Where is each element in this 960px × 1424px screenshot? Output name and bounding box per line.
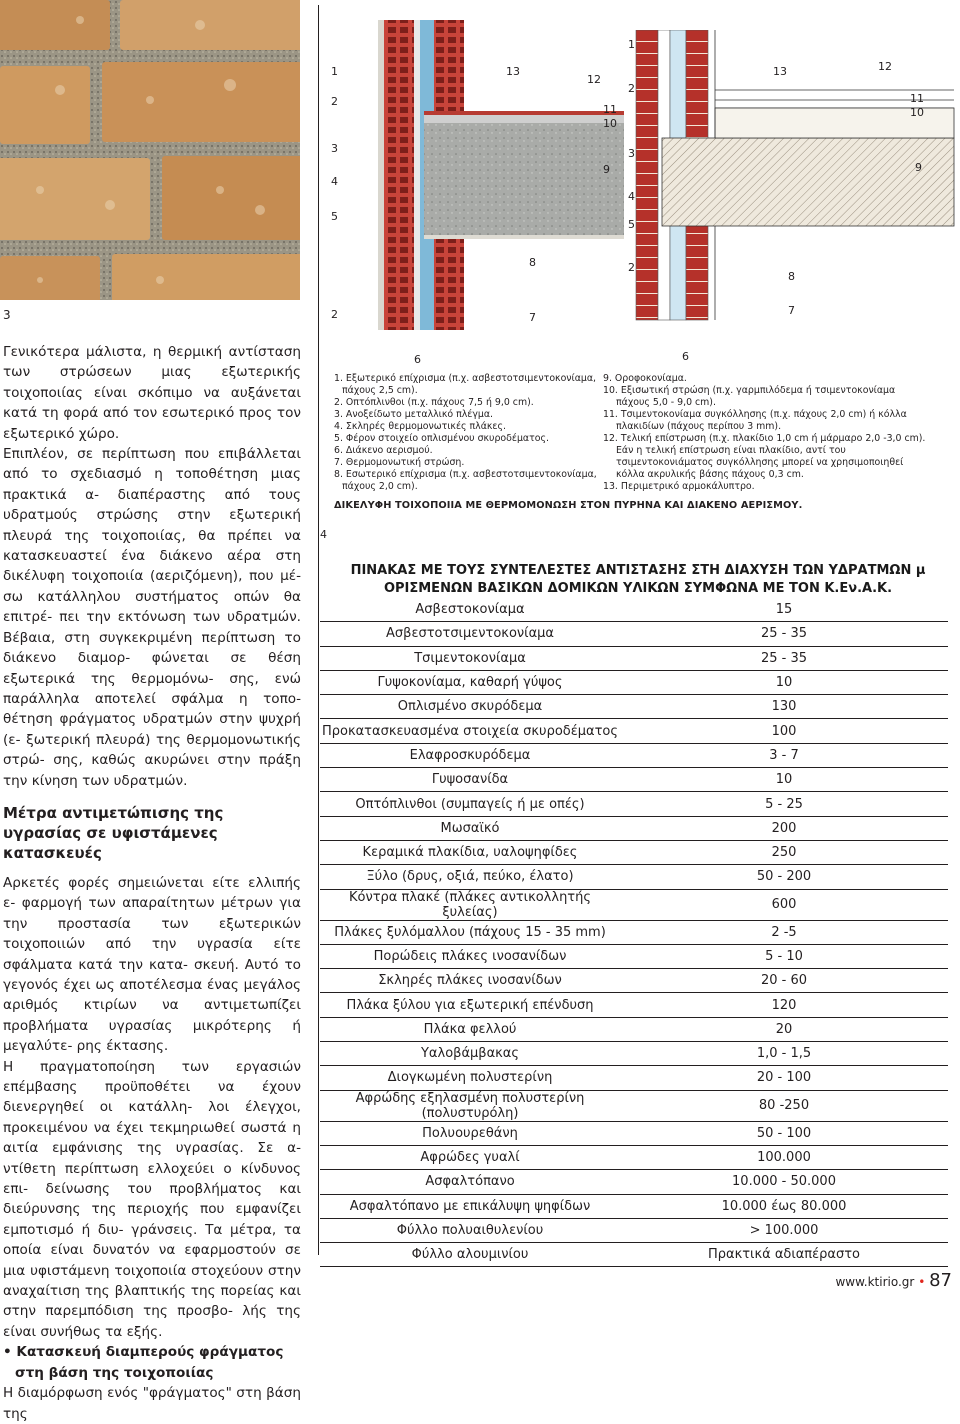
figure-caption: ΔΙΚΕΛΥΦΗ ΤΟΙΧΟΠΟΙΙΑ ΜΕ ΘΕΡΜΟΜΟΝΩΣΗ ΣΤΟΝ ΠΥΡΗΝΑ ΚΑΙ ΔΙΑΚΕΝΟ ΑΕΡΙΣΜΟΥ. xyxy=(334,500,803,511)
diagram-label: 6 xyxy=(414,353,421,366)
table-row xyxy=(320,1170,948,1194)
legend-item: 13. Περιμετρικό αρμοκάλυπτρο. xyxy=(603,481,755,492)
coefficient-cell: 50 - 200 xyxy=(620,865,948,889)
coefficient-cell: 600 xyxy=(620,889,948,920)
coefficient-cell: > 100.000 xyxy=(620,1218,948,1242)
coefficient-cell: 3 - 7 xyxy=(620,743,948,767)
diagram-label: 5 xyxy=(331,210,338,223)
material-cell: Γυψοσανίδα xyxy=(320,768,620,792)
table-row xyxy=(320,695,948,719)
table-row xyxy=(320,646,948,670)
material-cell: Πλάκα ξύλου για εξωτερική επένδυση xyxy=(320,993,620,1017)
material-cell: Γυψοκονίαμα, καθαρή γύψος xyxy=(320,670,620,694)
coefficient-cell: 50 - 100 xyxy=(620,1121,948,1145)
legend-item: πάχους 2,5 cm). xyxy=(342,385,418,396)
table-title xyxy=(318,562,958,598)
diagram-label: 12 xyxy=(587,73,601,86)
coefficient-cell: 130 xyxy=(620,695,948,719)
legend-item: Εάν η τελική επίστρωση είναι πλακίδιο, αντί του xyxy=(616,445,846,456)
table-row xyxy=(320,1218,948,1242)
material-cell: Τσιμεντοκονίαμα xyxy=(320,646,620,670)
table-row xyxy=(320,1090,948,1121)
diagram-label: 5 xyxy=(628,218,635,231)
coefficient-cell: 10.000 - 50.000 xyxy=(620,1170,948,1194)
table-row xyxy=(320,969,948,993)
material-cell: Φύλλο αλουμινίου xyxy=(320,1243,620,1267)
diagram-label: 8 xyxy=(788,270,795,283)
diagram-label: 11 xyxy=(603,103,617,116)
diagram-label: 7 xyxy=(788,304,795,317)
table-row xyxy=(320,719,948,743)
coefficient-cell: 10 xyxy=(620,768,948,792)
coefficient-cell: 10.000 έως 80.000 xyxy=(620,1194,948,1218)
table-title-line: ΟΡΙΣΜΕΝΩΝ ΒΑΣΙΚΩΝ ΔΟΜΙΚΩΝ ΥΛΙΚΩΝ ΣΥΜΦΩΝΑ ΜΕ ΤΟΝ Κ.Εν.Α.Κ. xyxy=(383,581,893,596)
diagram-legend-right xyxy=(603,373,925,493)
legend-item: 9. Οροφοκονίαμα. xyxy=(603,373,687,384)
table-row xyxy=(320,670,948,694)
diagram-label: 2 xyxy=(331,308,338,321)
material-cell: Οπτόπλινθοι (συμπαγείς ή με οπές) xyxy=(320,792,620,816)
paragraph: Η διαμόρφωση ενός "φράγματος" στη βάση της xyxy=(3,1385,301,1422)
page-footer xyxy=(835,1270,952,1291)
table-row xyxy=(320,622,948,646)
section-heading: Μέτρα αντιμετώπισης της υγρασίας σε υφιστάμενες κατασκευές xyxy=(3,803,224,862)
diagram-label: 2 xyxy=(628,261,635,274)
table-row xyxy=(320,1145,948,1169)
material-cell: Μωσαϊκό xyxy=(320,816,620,840)
page-number: 87 xyxy=(929,1270,952,1291)
legend-item: 7. Θερμομονωτική στρώση. xyxy=(334,457,465,468)
diagram-label: 4 xyxy=(331,175,338,188)
legend-item: 2. Οπτόπλινθοι (π.χ. πάχους 7,5 ή 9,0 cm). xyxy=(334,397,534,408)
table-row xyxy=(320,993,948,1017)
legend-item: 8. Εσωτερικό επίχρισμα (π.χ. ασβεστοτσιμεντοκονίαμα, xyxy=(334,469,597,480)
material-cell: Οπλισμένο σκυρόδεμα xyxy=(320,695,620,719)
legend-item: 4. Σκληρές θερμομονωτικές πλάκες. xyxy=(334,421,506,432)
coefficient-cell: 5 - 25 xyxy=(620,792,948,816)
website-url[interactable]: www.ktirio.gr xyxy=(835,1275,915,1289)
diagram-label: 1 xyxy=(331,65,338,78)
legend-item: 5. Φέρον στοιχείο οπλισμένου σκυροδέματος. xyxy=(334,433,549,444)
diagram-label: 7 xyxy=(529,311,536,324)
bullet-heading: • Κατασκευή διαμπερούς φράγματος στη βάση της τοιχοποιίας xyxy=(3,1344,284,1381)
paragraph: Γενικότερα μάλιστα, η θερμική αντίσταση των στρώσεων μιας εξωτερικής τοιχοποιίας είναι σκόπιμο να αυξάνεται κατά τη φορά από τον εσωτερικό προς τον εξωτερικό χώρο. xyxy=(3,344,301,442)
table-row xyxy=(320,840,948,864)
legend-item: 11. Τσιμεντοκονίαμα συγκόλλησης (π.χ. πάχους 2,0 cm) ή κόλλα xyxy=(603,409,907,420)
diagram-label: 3 xyxy=(331,142,338,155)
coefficient-cell: 2 -5 xyxy=(620,920,948,944)
legend-item: πάχους 2,0 cm). xyxy=(342,481,418,492)
left-column xyxy=(3,342,301,1424)
wall-section-diagram-left xyxy=(326,15,626,366)
diagram-legend-left xyxy=(334,373,597,493)
coefficient-cell: 20 - 60 xyxy=(620,969,948,993)
table-row xyxy=(320,743,948,767)
bullet-dot-icon: • xyxy=(918,1275,926,1289)
diagram-label: 2 xyxy=(628,82,635,95)
coefficient-cell: Πρακτικά αδιαπέραστο xyxy=(620,1243,948,1267)
coefficient-cell: 5 - 10 xyxy=(620,944,948,968)
diagram-label: 1 xyxy=(628,38,635,51)
material-cell: Αφρώδης εξηλασμένη πολυστερίνη (πολυστυρόλη) xyxy=(320,1090,620,1121)
table-row xyxy=(320,944,948,968)
material-cell: Ξύλο (δρυς, οξιά, πεύκο, έλατο) xyxy=(320,865,620,889)
material-cell: Ασβεστοτσιμεντοκονίαμα xyxy=(320,622,620,646)
material-cell: Πλάκα φελλού xyxy=(320,1017,620,1041)
legend-item: 1. Εξωτερικό επίχρισμα (π.χ. ασβεστοτσιμεντοκονίαμα, xyxy=(334,373,597,384)
table-row xyxy=(320,598,948,622)
legend-item: 10. Εξισωτική στρώση (π.χ. γαρμπιλόδεμα ή τσιμεντοκονίαμα xyxy=(603,385,896,396)
diagram-label: 9 xyxy=(603,163,610,176)
material-cell: Κεραμικά πλακίδια, υαλοψηφίδες xyxy=(320,840,620,864)
material-cell: Ελαφροσκυρόδεμα xyxy=(320,743,620,767)
table-row xyxy=(320,1121,948,1145)
legend-item: πάχους 5,0 - 9,0 cm). xyxy=(616,397,716,408)
legend-item: 12. Τελική επίστρωση (π.χ. πλακίδιο 1,0 cm ή μάρμαρο 2,0 -3,0 cm). xyxy=(603,433,926,444)
material-cell: Πορώδεις πλάκες ινοσανίδων xyxy=(320,944,620,968)
diagram-label: 9 xyxy=(915,161,922,174)
coefficient-cell: 1,0 - 1,5 xyxy=(620,1042,948,1066)
coefficient-cell: 250 xyxy=(620,840,948,864)
paragraph: Η πραγματοποίηση των εργασιών επέμβασης προϋποθέτει να έχουν διενεργηθεί οι κατάλλη- λοι έλεγχοι, προκειμένου να έχει τεκμηριωθεί σωστά η αιτία εμφάνισης της υγρασίας. Σε α- ντίθετη περίπτωση ελλοχεύει ο κίνδυνος επι- δείνωσης του προβλήματος και διεύρυνσης της περιοχής που εμφανίζει εμποτισμό ή διυ- γράνσεις. Τα μέτρα, τα οποία είναι δυνατόν να εφαρμοστούν σε μια υφιστάμενη τοιχοποιία στοχεύουν στην αναχαίτιση της βλαπτικής της πορείας και στην παρεμπόδιση της προσβο- λής της είναι συνήθως τα εξής. xyxy=(3,1058,301,1340)
coefficient-cell: 15 xyxy=(620,598,948,622)
coefficient-cell: 200 xyxy=(620,816,948,840)
legend-item: 3. Ανοξείδωτο μεταλλικό πλέγμα. xyxy=(334,409,494,420)
coefficient-cell: 20 - 100 xyxy=(620,1066,948,1090)
diagram-label: 10 xyxy=(910,106,924,119)
legend-item: 6. Διάκενο αερισμού. xyxy=(334,445,433,456)
material-cell: Προκατασκευασμένα στοιχεία σκυροδέματος xyxy=(320,719,620,743)
diagram-label: 13 xyxy=(506,65,520,78)
legend-item: πλακιδίων (πάχους περίπου 3 mm). xyxy=(616,421,782,432)
coefficient-cell: 20 xyxy=(620,1017,948,1041)
coefficient-cell: 80 -250 xyxy=(620,1090,948,1121)
material-cell: Αφρώδες γυαλί xyxy=(320,1145,620,1169)
diagram-label: 10 xyxy=(603,117,617,130)
table-row xyxy=(320,920,948,944)
diagram-label: 6 xyxy=(682,350,689,363)
coefficient-cell: 100 xyxy=(620,719,948,743)
material-cell: Διογκωμένη πολυστερίνη xyxy=(320,1066,620,1090)
table-title-line: ΠΙΝΑΚΑΣ ΜΕ ΤΟΥΣ ΣΥΝΤΕΛΕΣΤΕΣ ΑΝΤΙΣΤΑΣΗΣ ΣΤΗ ΔΙΑΧΥΣΗ ΤΩΝ ΥΔΡΑΤΜΩΝ μ xyxy=(350,563,926,578)
coefficient-cell: 120 xyxy=(620,993,948,1017)
table-row xyxy=(320,1042,948,1066)
diagram-label: 8 xyxy=(529,256,536,269)
coefficient-cell: 10 xyxy=(620,670,948,694)
material-cell: Κόντρα πλακέ (πλάκες αντικολλητής ξυλείας) xyxy=(320,889,620,920)
material-cell: Ασφαλτόπανο xyxy=(320,1170,620,1194)
diagram-label: 2 xyxy=(331,95,338,108)
material-cell: Σκληρές πλάκες ινοσανίδων xyxy=(320,969,620,993)
wall-section-diagram-right xyxy=(620,30,955,363)
table-row xyxy=(320,889,948,920)
coefficient-cell: 25 - 35 xyxy=(620,646,948,670)
figure-number: 3 xyxy=(3,308,11,322)
vapor-resistance-table xyxy=(320,598,948,1267)
diagram-label: 4 xyxy=(628,190,635,203)
diagram-label: 11 xyxy=(910,92,924,105)
material-cell: Ασφαλτόπανο με επικάλυψη ψηφίδων xyxy=(320,1194,620,1218)
material-cell: Φύλλο πολυαιθυλενίου xyxy=(320,1218,620,1242)
legend-item: τσιμεντοκονιάματος συγκόλλησης μπορεί να χρησιμοποιηθεί xyxy=(616,457,904,468)
paragraph: Επιπλέον, σε περίπτωση που επιβάλλεται από το σχεδιασμό η τοποθέτηση μιας πρακτικά α- διαπέραστης από τους υδρατμούς στρώσης στην εξωτερική πλευρά της τοιχοποιίας, θα πρέπει να κατασκευαστεί ένα διάκενο αέρα στη δικέλυφη τοιχοποιία (αεριζόμενη), που μέ- σω κατάλληλου συστήματος οπών θα επιτρέ- πει την εκτόνωση των υδρατμών. Βέβαια, στη συγκεκριμένη περίπτωση το διάκενο διαμορ- φώνεται σε θέση εξωτερικά της θερμομόνω- σης, ενώ παράλληλα αποτελεί σφάλμα η τοπο- θέτηση φράγματος υδρατμών στην ψυχρή (ε- ξωτερική πλευρά) της θερμομονωτικής στρώ- σης, καθώς ακυρώνει στην πράξη την κίνηση των υδρατμών. xyxy=(3,446,301,789)
table-row xyxy=(320,865,948,889)
table-row xyxy=(320,816,948,840)
table-row xyxy=(320,792,948,816)
material-cell: Υαλοβάμβακας xyxy=(320,1042,620,1066)
legend-item: κόλλα ακρυλικής βάσης πάχους 0,3 cm. xyxy=(616,469,804,480)
table-row xyxy=(320,1066,948,1090)
coefficient-cell: 25 - 35 xyxy=(620,622,948,646)
table-row xyxy=(320,1017,948,1041)
diagram-label: 13 xyxy=(773,65,787,78)
material-cell: Πολυουρεθάνη xyxy=(320,1121,620,1145)
paragraph: Αρκετές φορές σημειώνεται είτε ελλιπής ε- φαρμογή των απαραίτητων μέτρων για την προστασία των εξωτερικών τοιχοποιιών από την υγρασία είτε σφάλματα κατά την κατα- σκευή. Αυτό το γεγονός έχει ως αποτέλεσμα ένας μεγάλος αριθμός κτιρίων να αντιμετωπίζει προβλήματα υγρασίας μικρότερης ή μεγαλύτε- ρης έκτασης. xyxy=(3,874,301,1055)
diagram-label: 12 xyxy=(878,60,892,73)
table-row xyxy=(320,1243,948,1267)
diagram-label: 3 xyxy=(628,147,635,160)
column-divider xyxy=(318,5,319,1255)
material-cell: Πλάκες ξυλόμαλλου (πάχους 15 - 35 mm) xyxy=(320,920,620,944)
brick-wall-photo xyxy=(0,0,300,300)
coefficient-cell: 100.000 xyxy=(620,1145,948,1169)
table-row xyxy=(320,768,948,792)
table-row xyxy=(320,1194,948,1218)
material-cell: Ασβεστοκονίαμα xyxy=(320,598,620,622)
figure-number: 4 xyxy=(320,528,327,541)
